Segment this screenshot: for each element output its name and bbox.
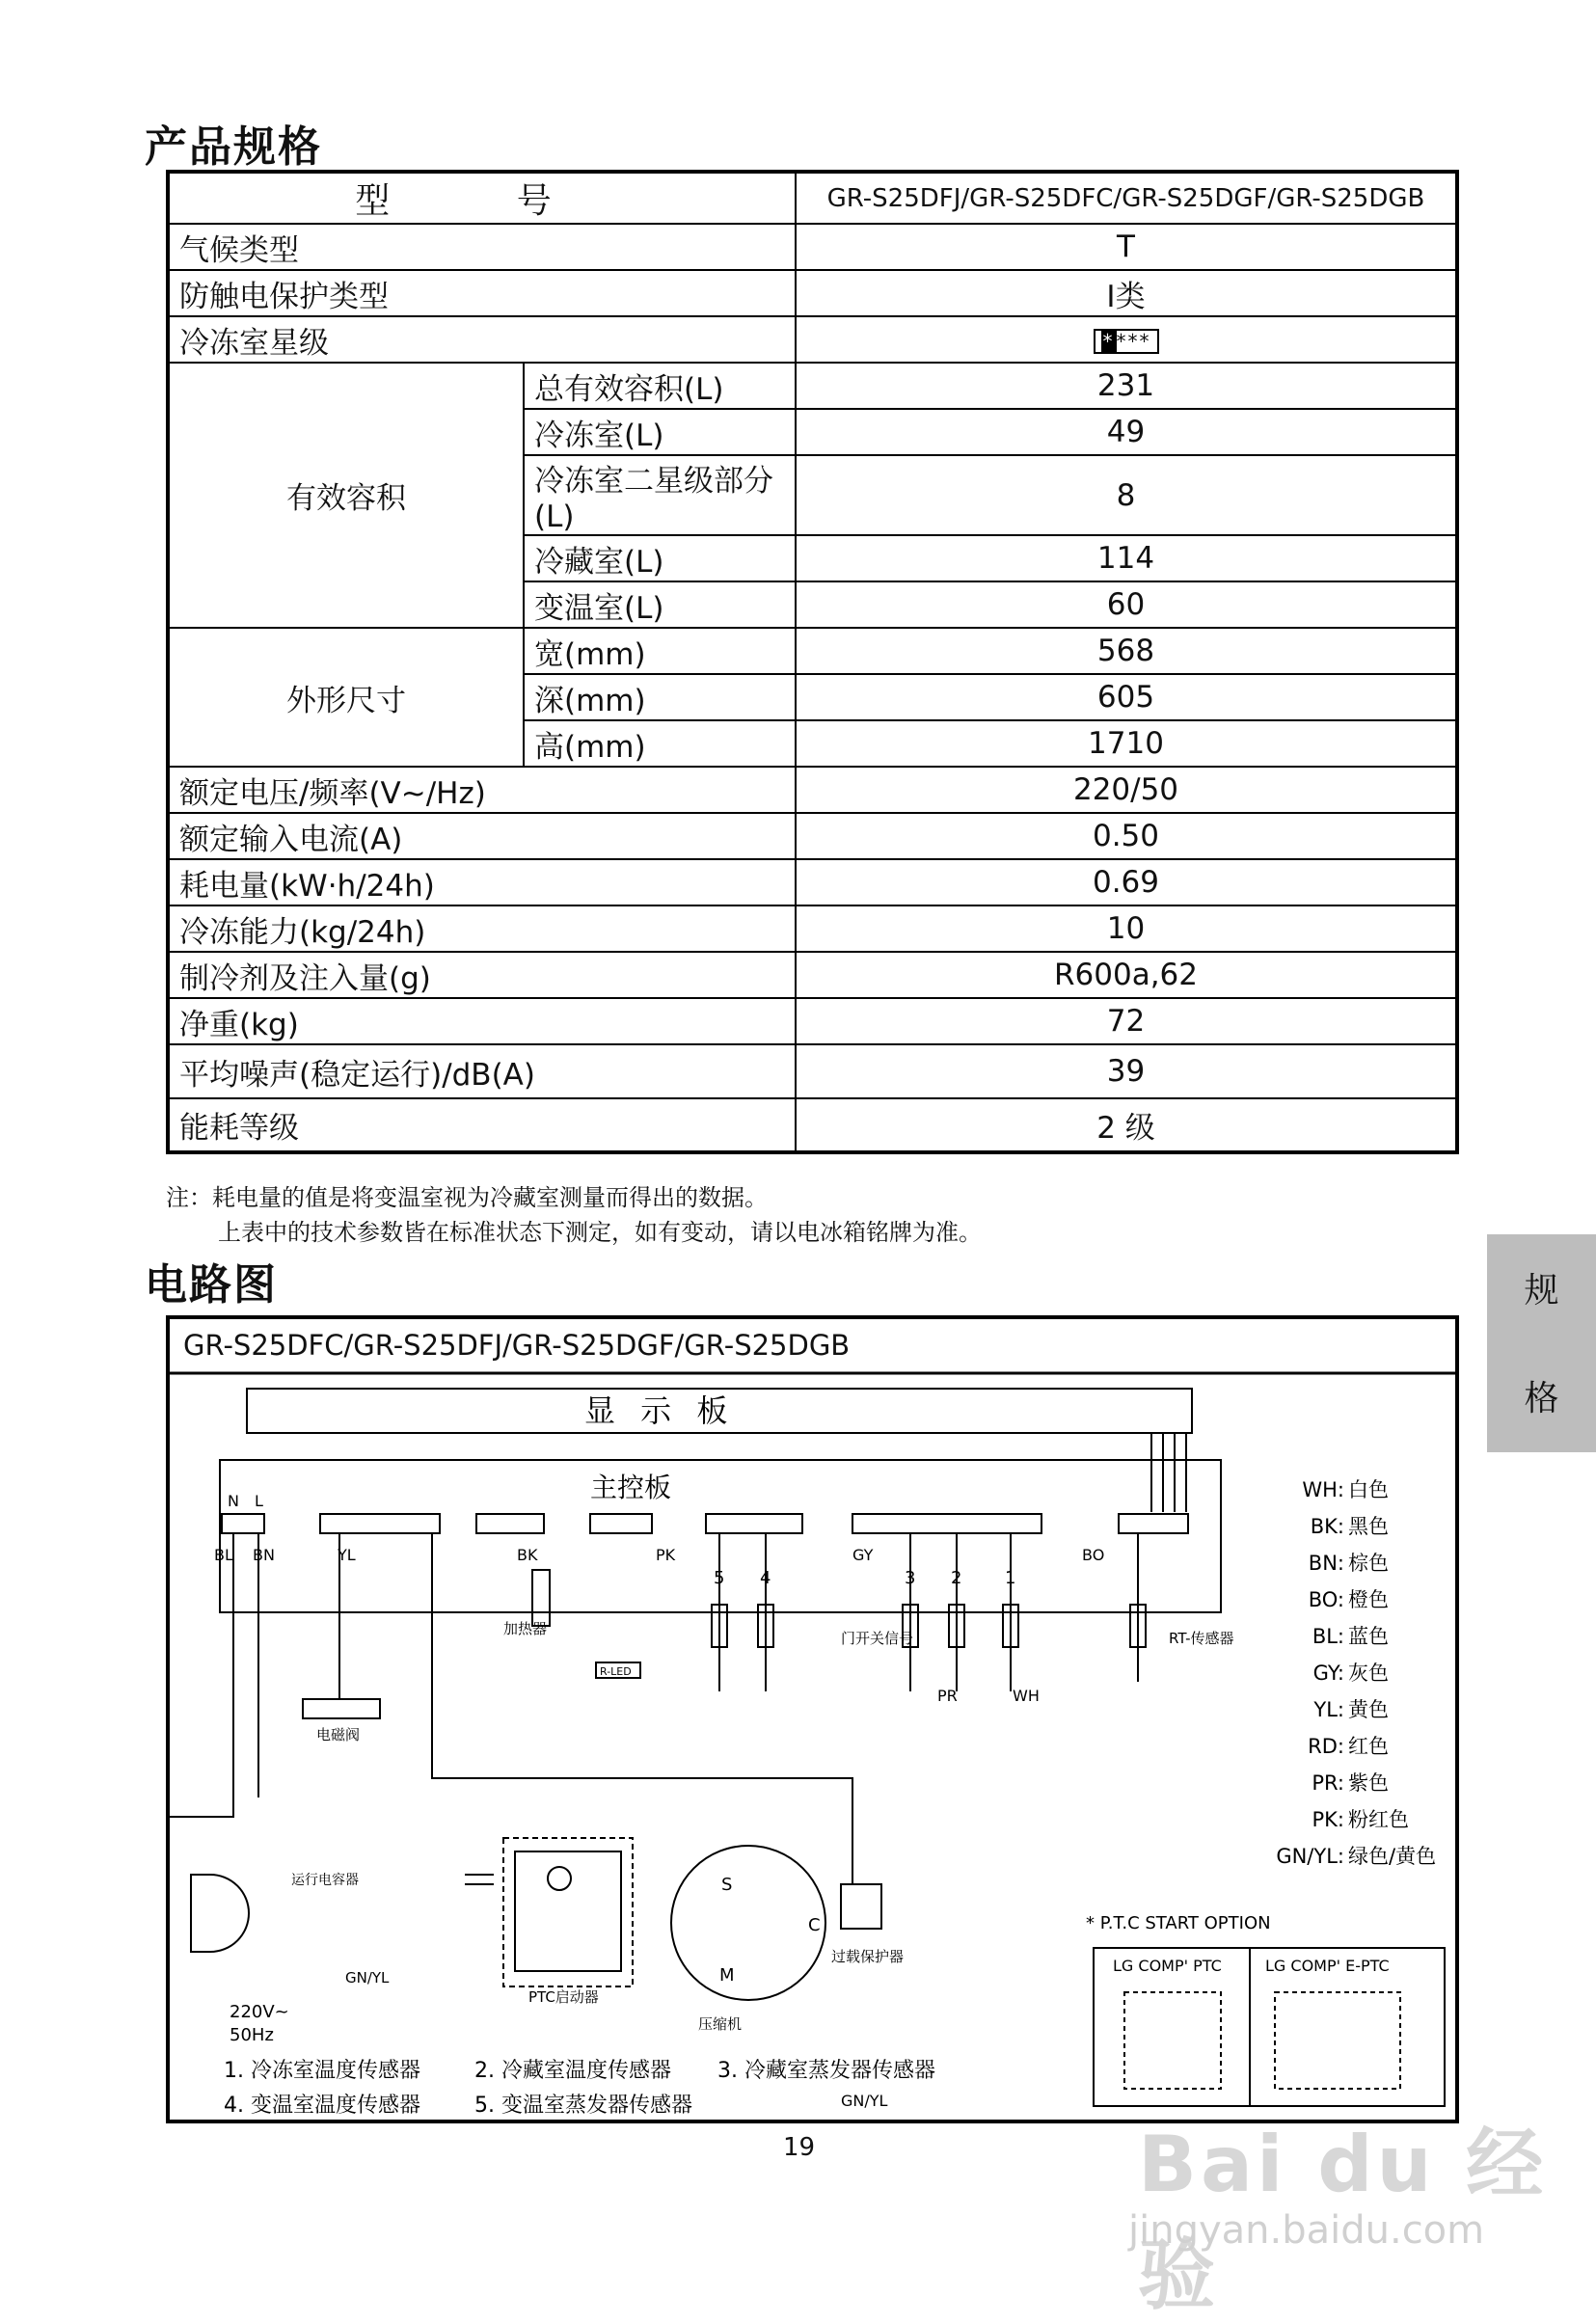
legend-code: GN/YL: bbox=[1276, 1845, 1344, 1868]
legend-name: 蓝色 bbox=[1348, 1625, 1389, 1648]
star-rating bbox=[796, 316, 1457, 363]
compressor-c: C bbox=[808, 1915, 821, 1935]
row-label: 平均噪声(稳定运行)/dB(A) bbox=[168, 1044, 796, 1098]
legend-code: RD: bbox=[1308, 1735, 1344, 1758]
sub-label: 冷冻室二星级部分(L) bbox=[524, 455, 796, 535]
table-row bbox=[168, 1098, 1457, 1152]
legend-code: PR: bbox=[1312, 1771, 1344, 1795]
page-number: 19 bbox=[783, 2133, 816, 2162]
row-label: 制冷剂及注入量(g) bbox=[168, 952, 796, 998]
power-plug bbox=[191, 1875, 249, 1952]
table-row bbox=[168, 316, 1457, 363]
gnyl-plug-label: GN/YL bbox=[345, 1969, 390, 1986]
row-value: 8 bbox=[796, 455, 1457, 535]
row-value: T bbox=[796, 224, 1457, 270]
row-value: 114 bbox=[796, 535, 1457, 581]
table-row bbox=[168, 998, 1457, 1044]
side-tab bbox=[1487, 1234, 1596, 1452]
sub-label: 总有效容积(L) bbox=[524, 363, 796, 409]
rled-label: R-LED bbox=[600, 1665, 632, 1678]
legend-name: 灰色 bbox=[1348, 1662, 1389, 1685]
row-label: 额定电压/频率(V~/Hz) bbox=[168, 767, 796, 813]
legend-name: 红色 bbox=[1348, 1735, 1389, 1758]
wire-bk: BK bbox=[517, 1546, 538, 1564]
side-tab-char-1: 规 bbox=[1524, 1271, 1559, 1311]
row-value: 605 bbox=[796, 674, 1457, 720]
wire-pk: PK bbox=[656, 1546, 676, 1564]
row-value: 49 bbox=[796, 409, 1457, 455]
spec-title: 产品规格 bbox=[145, 122, 322, 172]
sub-label: 冷冻室(L) bbox=[524, 409, 796, 455]
ptc-option-title: * P.T.C START OPTION bbox=[1086, 1913, 1271, 1933]
door-signal-label: 门开关信号 bbox=[841, 1630, 914, 1647]
legend-name: 粉红色 bbox=[1348, 1808, 1409, 1831]
compressor bbox=[671, 1846, 825, 2000]
star-first: * bbox=[1102, 329, 1115, 353]
row-label: 防触电保护类型 bbox=[168, 270, 796, 316]
group-label-dimension: 外形尺寸 bbox=[168, 628, 524, 767]
watermark-brand: Bai du 经验 bbox=[1138, 2120, 1548, 2320]
sensor-item: 1. 冷冻室温度传感器 bbox=[224, 2059, 420, 2083]
sensor-list bbox=[224, 2059, 935, 2118]
row-label: 冷冻能力(kg/24h) bbox=[168, 905, 796, 952]
wire-gnyl: GN/YL bbox=[841, 2092, 888, 2110]
wire-bn: BN bbox=[253, 1546, 275, 1564]
legend-code: BL: bbox=[1312, 1625, 1344, 1648]
compressor-s: S bbox=[721, 1875, 733, 1895]
table-row bbox=[168, 952, 1457, 998]
row-value: 10 bbox=[796, 905, 1457, 952]
legend-code: GY: bbox=[1312, 1662, 1344, 1685]
note-line-2: 上表中的技术参数皆在标准状态下测定，如有变动，请以电冰箱铭牌为准。 bbox=[218, 1219, 982, 1246]
note-line-1: 注：耗电量的值是将变温室视为冷藏室测量而得出的数据。 bbox=[166, 1184, 768, 1211]
overload-protector bbox=[841, 1884, 881, 1929]
power-voltage: 220V~ bbox=[230, 2002, 289, 2022]
connectors bbox=[222, 1514, 1188, 1533]
wire-pr: PR bbox=[937, 1687, 958, 1705]
heater bbox=[532, 1570, 550, 1626]
table-row bbox=[168, 859, 1457, 905]
row-value: 0.69 bbox=[796, 859, 1457, 905]
solenoid-label: 电磁阀 bbox=[316, 1726, 361, 1743]
star-badge bbox=[1094, 329, 1159, 354]
row-value: 60 bbox=[796, 581, 1457, 628]
sensor-no: 3 bbox=[905, 1568, 916, 1588]
row-value: R600a,62 bbox=[796, 952, 1457, 998]
connector-l: L bbox=[255, 1492, 263, 1510]
legend-name: 黄色 bbox=[1348, 1698, 1389, 1721]
circuit-title: 电路图 bbox=[145, 1260, 278, 1310]
connector-n: N bbox=[228, 1492, 239, 1510]
table-row bbox=[168, 628, 1457, 674]
model-value: GR-S25DFJ/GR-S25DFC/GR-S25DGF/GR-S25DGB bbox=[796, 172, 1457, 224]
sensor-item: 4. 变温室温度传感器 bbox=[224, 2094, 420, 2118]
row-value: 72 bbox=[796, 998, 1457, 1044]
row-label: 净重(kg) bbox=[168, 998, 796, 1044]
row-label: 能耗等级 bbox=[168, 1098, 796, 1152]
sensor-no: 1 bbox=[1005, 1568, 1016, 1588]
compressor-label: 压缩机 bbox=[698, 2015, 743, 2033]
spec-table bbox=[166, 170, 1459, 1154]
table-row bbox=[168, 270, 1457, 316]
wire-bo: BO bbox=[1082, 1546, 1105, 1564]
rt-sensor-label: RT-传感器 bbox=[1169, 1630, 1234, 1647]
solenoid bbox=[303, 1699, 380, 1718]
legend-code: PK: bbox=[1312, 1808, 1344, 1831]
ptc-starter bbox=[503, 1838, 633, 1986]
sensor-no: 2 bbox=[951, 1568, 962, 1588]
model-header: 型 号 bbox=[168, 172, 796, 224]
row-label: 额定输入电流(A) bbox=[168, 813, 796, 859]
row-value: 231 bbox=[796, 363, 1457, 409]
legend-name: 黑色 bbox=[1348, 1515, 1389, 1538]
color-legend bbox=[1276, 1478, 1344, 1868]
wire-gy: GY bbox=[852, 1546, 874, 1564]
main-board-label: 主控板 bbox=[590, 1472, 672, 1503]
legend-name: 棕色 bbox=[1348, 1552, 1389, 1575]
table-row bbox=[168, 767, 1457, 813]
sensor-no: 4 bbox=[760, 1568, 771, 1588]
row-label: 耗电量(kW·h/24h) bbox=[168, 859, 796, 905]
circuit-diagram bbox=[166, 1315, 1459, 2123]
watermark-url: jingyan.baidu.com bbox=[1128, 2208, 1485, 2253]
ptc-label: PTC启动器 bbox=[528, 1988, 599, 2006]
power-freq: 50Hz bbox=[230, 2025, 274, 2045]
compressor-m: M bbox=[719, 1965, 735, 1986]
sub-label: 宽(mm) bbox=[524, 628, 796, 674]
table-row bbox=[168, 224, 1457, 270]
row-value: 568 bbox=[796, 628, 1457, 674]
row-label: 气候类型 bbox=[168, 224, 796, 270]
table-row bbox=[168, 813, 1457, 859]
wire-wh: WH bbox=[1013, 1687, 1040, 1705]
table-row bbox=[168, 905, 1457, 952]
overload-label: 过载保护器 bbox=[831, 1948, 905, 1965]
sub-label: 深(mm) bbox=[524, 674, 796, 720]
ptc-box2-label: LG COMP' E-PTC bbox=[1265, 1957, 1390, 1975]
group-label-volume: 有效容积 bbox=[168, 363, 524, 628]
heater-label: 加热器 bbox=[503, 1620, 548, 1637]
legend-name: 紫色 bbox=[1348, 1771, 1389, 1795]
sub-label: 变温室(L) bbox=[524, 581, 796, 628]
row-value: Ⅰ类 bbox=[796, 270, 1457, 316]
sensor-no: 5 bbox=[714, 1568, 725, 1588]
circuit-model: GR-S25DFC/GR-S25DFJ/GR-S25DGF/GR-S25DGB bbox=[183, 1329, 851, 1362]
legend-code: YL: bbox=[1313, 1698, 1344, 1721]
legend-code: WH: bbox=[1302, 1478, 1344, 1501]
star-rest: *** bbox=[1116, 329, 1151, 353]
sensor-item: 2. 冷藏室温度传感器 bbox=[474, 2059, 671, 2083]
legend-name: 绿色/黄色 bbox=[1348, 1845, 1437, 1868]
legend-code: BO: bbox=[1308, 1588, 1344, 1611]
wire-bl: BL bbox=[214, 1546, 233, 1564]
wire-yl: YL bbox=[338, 1546, 356, 1564]
side-tab-char-2: 格 bbox=[1524, 1379, 1559, 1419]
sensor-item: 5. 变温室蒸发器传感器 bbox=[474, 2094, 692, 2118]
row-value: 2 级 bbox=[796, 1098, 1457, 1152]
legend-name: 橙色 bbox=[1348, 1588, 1389, 1611]
table-row bbox=[168, 172, 1457, 224]
table-row bbox=[168, 1044, 1457, 1098]
capacitor-label: 运行电容器 bbox=[291, 1873, 359, 1888]
row-value: 220/50 bbox=[796, 767, 1457, 813]
sub-label: 高(mm) bbox=[524, 720, 796, 767]
sensor-item: 3. 冷藏室蒸发器传感器 bbox=[717, 2059, 935, 2083]
ptc-motor-icon bbox=[548, 1867, 571, 1890]
display-board-label: 显 示 板 bbox=[584, 1392, 736, 1429]
row-label: 冷冻室星级 bbox=[168, 316, 796, 363]
ptc-box1-label: LG COMP' PTC bbox=[1113, 1957, 1222, 1975]
row-value: 39 bbox=[796, 1044, 1457, 1098]
table-row bbox=[168, 363, 1457, 409]
legend-code: BN: bbox=[1308, 1552, 1344, 1575]
row-value: 1710 bbox=[796, 720, 1457, 767]
legend-code: BK: bbox=[1310, 1515, 1344, 1538]
legend-name: 白色 bbox=[1348, 1478, 1389, 1501]
sub-label: 冷藏室(L) bbox=[524, 535, 796, 581]
row-value: 0.50 bbox=[796, 813, 1457, 859]
